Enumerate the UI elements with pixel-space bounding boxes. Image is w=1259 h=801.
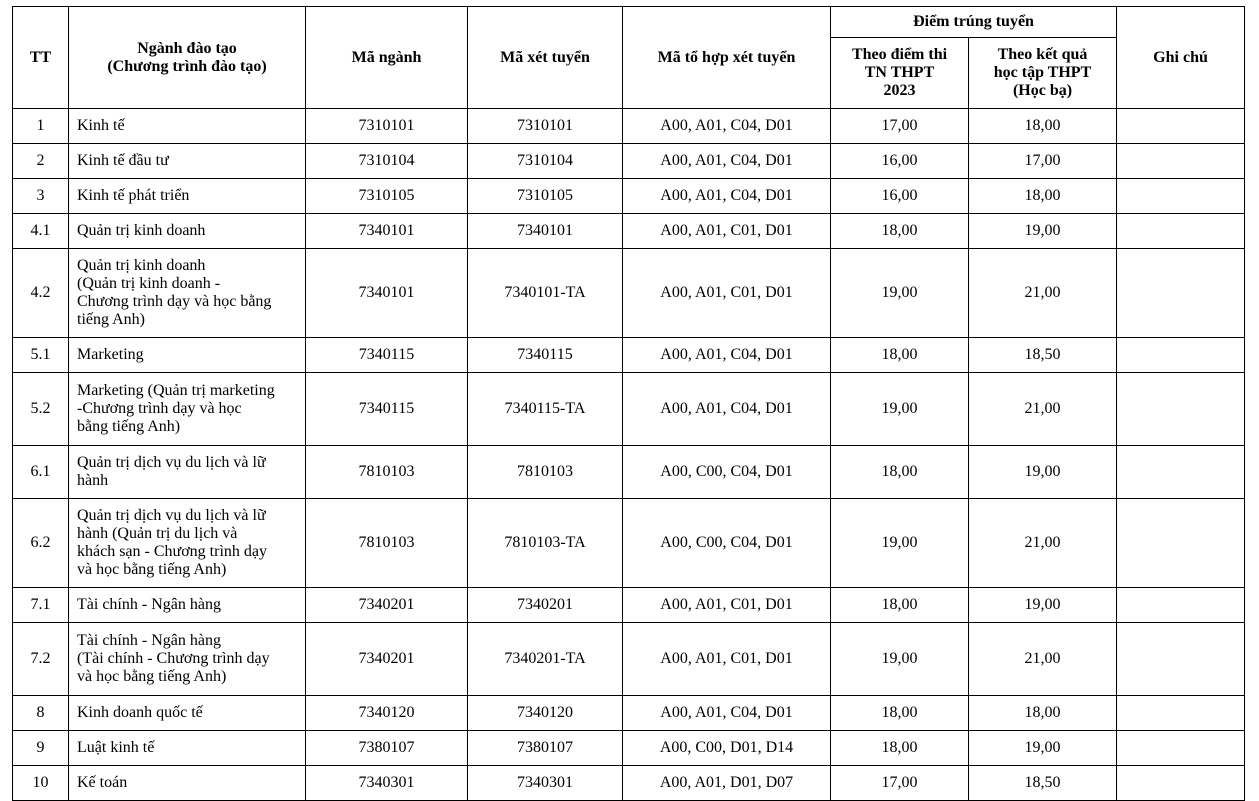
cell-combo-code: A00, A01, C04, D01 <box>623 109 831 144</box>
cell-score-exam: 16,00 <box>831 179 969 214</box>
cell-combo-code: A00, C00, C04, D01 <box>623 446 831 499</box>
program-name-line: (Tài chính - Chương trình dạy <box>77 650 270 667</box>
cell-tt: 6.2 <box>13 499 69 588</box>
header-score-exam <box>831 38 969 109</box>
cell-tt: 8 <box>13 696 69 731</box>
cell-major-code: 7340301 <box>306 766 468 801</box>
cell-combo-code: A00, C00, D01, D14 <box>623 731 831 766</box>
table-row <box>13 446 1245 499</box>
cell-note <box>1117 338 1245 373</box>
header-score-transcript-line1: Theo kết quả <box>997 46 1088 63</box>
cell-combo-code: A00, A01, C01, D01 <box>623 249 831 338</box>
cell-score-transcript: 18,50 <box>969 338 1117 373</box>
cell-admission-code: 7340101 <box>468 214 623 249</box>
admission-score-table <box>12 6 1245 801</box>
cell-note <box>1117 588 1245 623</box>
header-score-transcript-line2: học tập THPT <box>993 64 1092 81</box>
cell-tt: 3 <box>13 179 69 214</box>
table-row <box>13 144 1245 179</box>
program-name-line: Kế toán <box>77 774 128 791</box>
cell-tt: 7.1 <box>13 588 69 623</box>
cell-note <box>1117 766 1245 801</box>
cell-major-code: 7340115 <box>306 373 468 446</box>
program-name-line: tiếng Anh) <box>77 311 145 328</box>
cell-combo-code: A00, A01, C04, D01 <box>623 338 831 373</box>
cell-combo-code: A00, A01, C04, D01 <box>623 696 831 731</box>
cell-tt: 9 <box>13 731 69 766</box>
cell-score-transcript: 17,00 <box>969 144 1117 179</box>
cell-note <box>1117 373 1245 446</box>
cell-note <box>1117 731 1245 766</box>
program-name-line: Kinh doanh quốc tế <box>77 704 203 721</box>
cell-major-code: 7340115 <box>306 338 468 373</box>
cell-tt: 2 <box>13 144 69 179</box>
header-score-exam-line1: Theo điểm thi <box>851 46 948 63</box>
cell-major-code: 7340120 <box>306 696 468 731</box>
cell-major-code: 7340101 <box>306 214 468 249</box>
program-name-line: Kinh tế phát triển <box>77 187 190 204</box>
cell-program-name <box>69 214 306 249</box>
cell-program-name <box>69 696 306 731</box>
header-tt: TT <box>13 7 69 109</box>
table-row <box>13 338 1245 373</box>
cell-score-exam: 18,00 <box>831 446 969 499</box>
cell-score-transcript: 21,00 <box>969 373 1117 446</box>
cell-program-name <box>69 144 306 179</box>
header-score-group: Điểm trúng tuyển <box>831 7 1117 38</box>
cell-combo-code: A00, A01, C04, D01 <box>623 144 831 179</box>
program-name-line: và học bằng tiếng Anh) <box>77 561 227 578</box>
cell-major-code: 7340101 <box>306 249 468 338</box>
cell-program-name <box>69 623 306 696</box>
cell-program-name <box>69 109 306 144</box>
cell-admission-code: 7380107 <box>468 731 623 766</box>
cell-program-name <box>69 588 306 623</box>
cell-program-name <box>69 446 306 499</box>
cell-tt: 10 <box>13 766 69 801</box>
cell-combo-code: A00, C00, C04, D01 <box>623 499 831 588</box>
cell-score-exam: 18,00 <box>831 588 969 623</box>
cell-admission-code: 7340201-TA <box>468 623 623 696</box>
cell-program-name <box>69 499 306 588</box>
cell-program-name <box>69 249 306 338</box>
cell-tt: 5.1 <box>13 338 69 373</box>
cell-tt: 7.2 <box>13 623 69 696</box>
header-score-transcript-line3: (Học bạ) <box>1012 82 1073 99</box>
header-admission-code: Mã xét tuyển <box>468 7 623 109</box>
table-row <box>13 214 1245 249</box>
program-name-line: Quản trị kinh doanh <box>77 257 206 274</box>
cell-score-transcript: 21,00 <box>969 499 1117 588</box>
cell-major-code: 7380107 <box>306 731 468 766</box>
cell-tt: 4.1 <box>13 214 69 249</box>
header-combo-code: Mã tổ hợp xét tuyển <box>623 7 831 109</box>
program-name-line: Tài chính - Ngân hàng <box>77 632 221 649</box>
table-row <box>13 696 1245 731</box>
program-name-line: Kinh tế đầu tư <box>77 152 169 169</box>
cell-admission-code: 7310105 <box>468 179 623 214</box>
cell-note <box>1117 214 1245 249</box>
header-major-code: Mã ngành <box>306 7 468 109</box>
cell-score-transcript: 19,00 <box>969 214 1117 249</box>
cell-major-code: 7810103 <box>306 446 468 499</box>
cell-admission-code: 7810103-TA <box>468 499 623 588</box>
cell-combo-code: A00, A01, C04, D01 <box>623 373 831 446</box>
cell-note <box>1117 696 1245 731</box>
table-row <box>13 499 1245 588</box>
program-name-line: Luật kinh tế <box>77 739 155 756</box>
cell-score-exam: 18,00 <box>831 731 969 766</box>
table-row <box>13 109 1245 144</box>
cell-score-exam: 17,00 <box>831 109 969 144</box>
cell-admission-code: 7340120 <box>468 696 623 731</box>
program-name-line: khách sạn - Chương trình dạy <box>77 543 267 560</box>
program-name-line: Kinh tế <box>77 117 125 134</box>
header-program <box>69 7 306 109</box>
cell-admission-code: 7340115 <box>468 338 623 373</box>
table-header <box>13 7 1245 109</box>
table-row <box>13 249 1245 338</box>
header-score-exam-line2: TN THPT <box>864 64 935 81</box>
cell-tt: 6.1 <box>13 446 69 499</box>
header-program-line2: (Chương trình đào tạo) <box>107 57 267 75</box>
table-row <box>13 179 1245 214</box>
program-name-line: hành <box>77 472 109 489</box>
cell-program-name <box>69 179 306 214</box>
cell-combo-code: A00, A01, C04, D01 <box>623 179 831 214</box>
cell-admission-code: 7310104 <box>468 144 623 179</box>
cell-tt: 4.2 <box>13 249 69 338</box>
cell-combo-code: A00, A01, C01, D01 <box>623 214 831 249</box>
program-name-line: Quản trị kinh doanh <box>77 222 206 239</box>
program-name-line: Tài chính - Ngân hàng <box>77 596 221 613</box>
cell-major-code: 7340201 <box>306 588 468 623</box>
cell-score-transcript: 21,00 <box>969 249 1117 338</box>
cell-combo-code: A00, A01, C01, D01 <box>623 588 831 623</box>
cell-program-name <box>69 731 306 766</box>
cell-score-exam: 19,00 <box>831 623 969 696</box>
program-name-line: (Quản trị kinh doanh - <box>77 275 221 292</box>
program-name-line: Quản trị dịch vụ du lịch và lữ <box>77 507 266 524</box>
cell-score-transcript: 18,00 <box>969 696 1117 731</box>
table-row <box>13 623 1245 696</box>
program-name-line: -Chương trình dạy và học <box>77 400 242 417</box>
table-body <box>13 109 1245 801</box>
cell-note <box>1117 499 1245 588</box>
cell-tt: 1 <box>13 109 69 144</box>
cell-note <box>1117 623 1245 696</box>
cell-note <box>1117 144 1245 179</box>
cell-score-transcript: 18,00 <box>969 109 1117 144</box>
program-name-line: hành (Quản trị du lịch và <box>77 525 238 542</box>
table-row <box>13 731 1245 766</box>
cell-score-exam: 16,00 <box>831 144 969 179</box>
cell-major-code: 7340201 <box>306 623 468 696</box>
cell-score-exam: 19,00 <box>831 499 969 588</box>
program-name-line: Quản trị dịch vụ du lịch và lữ <box>77 454 266 471</box>
cell-score-exam: 17,00 <box>831 766 969 801</box>
cell-admission-code: 7340115-TA <box>468 373 623 446</box>
cell-note <box>1117 179 1245 214</box>
cell-program-name <box>69 338 306 373</box>
cell-score-exam: 18,00 <box>831 338 969 373</box>
cell-admission-code: 7340101-TA <box>468 249 623 338</box>
cell-score-exam: 19,00 <box>831 373 969 446</box>
header-score-transcript <box>969 38 1117 109</box>
cell-score-transcript: 19,00 <box>969 731 1117 766</box>
program-name-line: bằng tiếng Anh) <box>77 418 181 435</box>
cell-score-transcript: 19,00 <box>969 446 1117 499</box>
cell-program-name <box>69 373 306 446</box>
cell-major-code: 7810103 <box>306 499 468 588</box>
cell-admission-code: 7810103 <box>468 446 623 499</box>
program-name-line: và học bằng tiếng Anh) <box>77 668 227 685</box>
program-name-line: Chương trình dạy và học bằng <box>77 293 272 310</box>
cell-tt: 5.2 <box>13 373 69 446</box>
table-row <box>13 373 1245 446</box>
cell-score-exam: 19,00 <box>831 249 969 338</box>
cell-score-transcript: 18,00 <box>969 179 1117 214</box>
header-note: Ghi chú <box>1117 7 1245 109</box>
cell-admission-code: 7340201 <box>468 588 623 623</box>
program-name-line: Marketing (Quản trị marketing <box>77 382 275 399</box>
cell-combo-code: A00, A01, C01, D01 <box>623 623 831 696</box>
table-row <box>13 588 1245 623</box>
cell-note <box>1117 446 1245 499</box>
program-name-line: Marketing <box>77 346 144 363</box>
cell-major-code: 7310101 <box>306 109 468 144</box>
admission-score-document <box>12 6 1245 801</box>
cell-admission-code: 7310101 <box>468 109 623 144</box>
cell-score-exam: 18,00 <box>831 696 969 731</box>
table-row <box>13 766 1245 801</box>
cell-major-code: 7310104 <box>306 144 468 179</box>
cell-score-transcript: 19,00 <box>969 588 1117 623</box>
cell-score-transcript: 21,00 <box>969 623 1117 696</box>
cell-note <box>1117 249 1245 338</box>
header-score-exam-line3: 2023 <box>883 82 916 99</box>
cell-combo-code: A00, A01, D01, D07 <box>623 766 831 801</box>
cell-major-code: 7310105 <box>306 179 468 214</box>
cell-score-exam: 18,00 <box>831 214 969 249</box>
header-program-line1: Ngành đào tạo <box>137 39 237 57</box>
cell-admission-code: 7340301 <box>468 766 623 801</box>
cell-program-name <box>69 766 306 801</box>
cell-note <box>1117 109 1245 144</box>
cell-score-transcript: 18,50 <box>969 766 1117 801</box>
